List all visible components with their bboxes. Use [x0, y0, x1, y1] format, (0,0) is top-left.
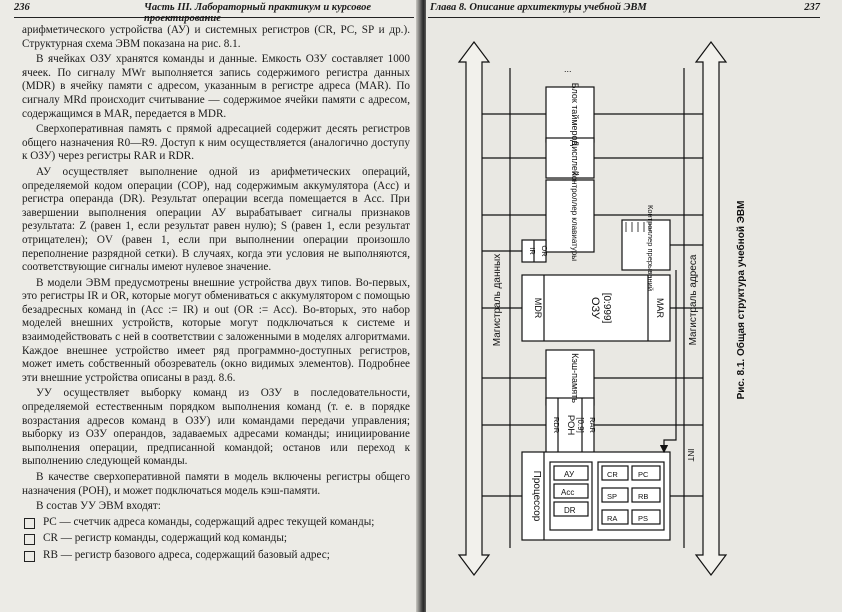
display-block — [546, 138, 594, 178]
bullet-text: PC — счетчик адреса команды, содержащий адрес текущей команды; — [43, 515, 375, 528]
timer-label: Блок таймеров — [570, 82, 580, 146]
paragraph: В ячейках ОЗУ хранятся команды и данные. Емкость ОЗУ составляет 1000 ячеек. По сигналу MWr выполняется запись содержимого регистра данных (MDR) в ячейку памяти с адресом, указанным в регистре адреса (MAR). По сигналу MRd происходит считывание — содержимое ячейки памяти с адресом, содержащимся в MAR, передается в MDR. — [22, 53, 410, 120]
cache-block — [546, 350, 594, 405]
checkbox-glyph-icon — [24, 534, 35, 545]
interrupt-controller-block — [622, 220, 670, 270]
int-label: INT — [686, 448, 695, 462]
ram-title: ОЗУ — [589, 296, 601, 320]
data-bus-label: Магистраль данных — [492, 253, 503, 347]
ps-label: PS — [638, 514, 649, 523]
left-running-title: Часть III. Лабораторный практикум и курсовое проектирование — [144, 2, 372, 24]
keyboard-controller-label: Контроллер клавиатуры — [570, 171, 579, 261]
sp-label: SP — [607, 492, 618, 501]
paragraph: АУ осуществляет выполнение одной из арифметических операций, определяемой кодом операции (COP), над содержимым аккумулятора (Acc) и регистра операнда (DR). Результат операции всегда помещается в Acc. При завершении выполнения операции АУ вырабатывает сигналы признаков результата: Z (равен 1, если результат равен нулю); S (равен 1, если результат отрицателен); OV (равен 1, если при выполнении операции произошло переполнение разрядной сетки). В случаях, когда эти условия не выполняются, соответствующие сигналы имеют нулевое значение. — [22, 165, 410, 274]
rdr-label: RDR — [552, 416, 561, 434]
diagram-svg — [426, 0, 842, 612]
cache-label: Кэш-память — [570, 353, 580, 403]
ellipsis-label: ... — [564, 64, 572, 74]
mdr-label: MDR — [533, 297, 543, 319]
pc-label: PC — [638, 470, 649, 479]
left-page-number: 236 — [14, 2, 30, 13]
dr-label: DR — [564, 506, 576, 515]
right-page — [426, 0, 842, 612]
rar-label: RAR — [588, 417, 597, 433]
address-bus-label: Магистраль адреса — [688, 254, 699, 346]
checkbox-glyph-icon — [24, 551, 35, 562]
paragraph: В модели ЭВМ предусмотрены внешние устройства двух типов. Во-первых, это регистры IR и OR, которые могут обмениваться с аккумулятором с помощью безадресных команд in (Acc := IR) и out (OR := Acc). Во-вторых, это набор моделей внешних устройств, которые могут подключаться к системе и взаимодействовать с ней в соответствии с заложенными в моделях алгоритмами. Каждое внешнее устройство имеет ряд программно-доступных регистров, может иметь собственный обозреватель (окно видимых элементов). Подробнее эти внешние устройства описаны в разд. 8.6. — [22, 276, 410, 384]
cr-label: CR — [607, 470, 618, 479]
au-label: АУ — [564, 470, 575, 479]
ra-label: RA — [607, 514, 618, 523]
paragraph: арифметического устройства (АУ) и системных регистров (CR, PC, SP и др.). Структурная схема ЭВМ показана на рис. 8.1. — [22, 24, 410, 50]
bullet-item — [22, 549, 410, 563]
left-body-text — [22, 24, 410, 566]
right-running-title: Глава 8. Описание архитектуры учебной ЭВМ — [430, 2, 647, 13]
ram-range: [0:999] — [601, 292, 612, 324]
reg-range: [0:9] — [576, 417, 585, 433]
architecture-diagram — [426, 0, 842, 612]
paragraph: Сверхоперативная память с прямой адресацией содержит десять регистров общего назначения R0—R9. Доступ к ним осуществляется (аналогично доступу к ОЗУ) через регистры RAR и RDR. — [22, 123, 410, 163]
bullet-text: CR — регистр команды, содержащий код команды; — [43, 532, 287, 545]
checkbox-glyph-icon — [24, 518, 35, 529]
bullet-text: RB — регистр базового адреса, содержащий базовый адрес; — [43, 548, 330, 561]
interrupt-controller-label: Контроллер прерываний — [646, 204, 655, 292]
or-label: OR — [540, 245, 549, 257]
right-page-number: 237 — [804, 2, 820, 13]
keyboard-controller-block — [546, 180, 594, 252]
left-page — [0, 0, 420, 612]
figure-caption: Рис. 8.1. Общая структура учебной ЭВМ — [736, 200, 747, 400]
reg-title: РОН — [565, 414, 576, 436]
bullet-item — [22, 516, 410, 530]
acc-label: Acc — [561, 488, 575, 497]
timer-block — [546, 87, 594, 142]
left-running-head — [14, 2, 414, 24]
paragraph: УУ осуществляет выборку команд из ОЗУ в последовательности, определяемой естественным порядком выполнения команд (т. е. в порядке возрастания адресов команд в ОЗУ) или командами передачи управления; выборку из ОЗУ операндов, задаваемых адресами команды; инициирование выполнения операции, предписанной командой; останов или переход к выполнению следующей команды. — [22, 387, 410, 468]
paragraph: В состав УУ ЭВМ входят: — [36, 500, 161, 513]
mar-label: MAR — [655, 298, 665, 318]
bullet-item — [22, 532, 410, 546]
ir-label: IR — [528, 247, 537, 255]
rb-label: RB — [638, 492, 649, 501]
display-label: Дисплей — [570, 140, 580, 176]
paragraph: В качестве сверхоперативной памяти в модель включены регистры общего назначения (РОН), и может подключаться модель кэш-памяти. — [22, 471, 410, 497]
cpu-title: Процессор — [531, 470, 542, 522]
